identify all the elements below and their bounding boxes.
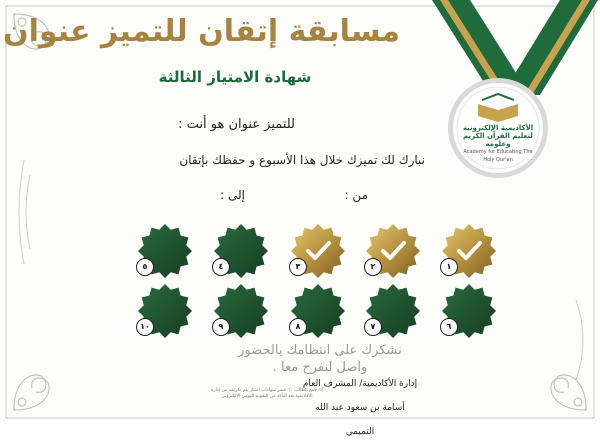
footnote: إذا جمع الطالب ١٠ عشر شهادات امتياز يتم تكريمه من إدارة الأكاديمية بعد التأكد من التقويم اليومي الالكتروني [211, 388, 323, 399]
signature-title: إدارة الأكاديمية/ المشرف العام [302, 379, 418, 389]
corner-ornament-bottom-left [14, 375, 49, 410]
badge-number: ٦ [440, 318, 458, 336]
badge-2 [364, 222, 422, 280]
badge-9 [212, 282, 270, 340]
badge-number: ٣ [289, 258, 307, 276]
signature-name: أسامة بن سعود عبد الله التميمي [315, 403, 405, 437]
thanks-message: نشكرك على انتظامك بالحضور واصل لنفرح معا . [238, 343, 402, 375]
side-ornament-left [19, 160, 30, 264]
badge-number: ٨ [289, 318, 307, 336]
competition-title: مسابقة إتقان للتميز عنوان [3, 14, 400, 49]
badge-10 [136, 282, 194, 340]
badge-number: ١ [440, 258, 458, 276]
congrats-text: نبارك لك تميزك خلال هذا الأسبوع و حفظك بإتقان [179, 153, 425, 167]
signature-block [300, 372, 420, 444]
academy-logo [458, 124, 538, 164]
certificate-subtitle: شهادة الامتياز الثالثة [158, 68, 312, 86]
badge-5 [136, 222, 194, 280]
badge-1 [440, 222, 498, 280]
badge-4 [212, 222, 270, 280]
badge-number: ١٠ [136, 318, 154, 336]
logo-arabic: الأكاديمية الإلكترونية لتعليم القرآن الكريم وعلومه [462, 124, 534, 148]
badge-6 [440, 282, 498, 340]
badge-number: ٤ [212, 258, 230, 276]
badge-number: ٢ [364, 258, 382, 276]
excellence-label: للتميز عنوان هو أنت : [178, 117, 295, 132]
badge-number: ٥ [136, 258, 154, 276]
medal-ribbon [432, 0, 598, 95]
corner-ornament-bottom-right [551, 375, 586, 410]
logo-english: Academy for Educating The Holy Qur'an [463, 149, 533, 163]
badge-8 [289, 282, 347, 340]
from-label: من : [344, 188, 368, 202]
badge-number: ٩ [212, 318, 230, 336]
badge-3 [289, 222, 347, 280]
side-ornament-right [576, 300, 583, 380]
to-label: إلى : [220, 188, 245, 202]
badge-number: ٧ [364, 318, 382, 336]
badge-7 [364, 282, 422, 340]
